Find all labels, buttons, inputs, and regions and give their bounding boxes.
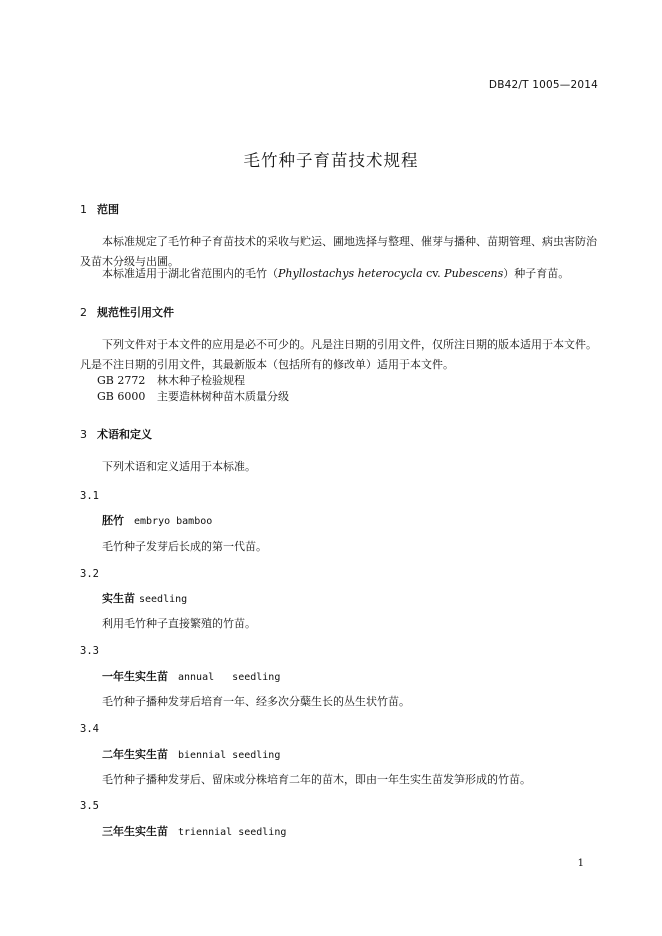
term-heading [102,667,280,688]
term-heading [102,745,280,766]
term-number: 3.3 [80,645,99,657]
term-en: seedling [139,594,188,605]
term-definition: 毛竹种子播种发芽后培育一年、经多次分蘖生长的丛生状竹苗。 [102,695,410,708]
section-3-intro: 下列术语和定义适用于本标准。 [102,460,256,473]
cultivar-abbr: cv. [422,267,445,280]
para-text: ）种子育苗。 [503,267,570,280]
term-number: 3.1 [80,490,99,502]
reference-code: GB 6000 [97,390,146,403]
section-number: 2 [80,306,87,319]
term-zh: 实生苗 [102,592,135,605]
term-zh: 胚竹 [102,514,124,527]
term-zh: 二年生实生苗 [102,748,168,761]
term-number: 3.4 [80,723,99,735]
document-title: 毛竹种子育苗技术规程 [243,151,419,170]
term-definition: 利用毛竹种子直接繁殖的竹苗。 [102,617,256,630]
section-title: 规范性引用文件 [97,306,174,319]
term-en: embryo bamboo [134,516,213,527]
page-number: 1 [577,858,584,869]
section-number: 1 [80,203,87,216]
section-number: 3 [80,428,87,441]
reference-code: GB 2772 [97,374,146,387]
reference-title: 主要造林树种苗木质量分级 [157,390,289,403]
section-2-heading [80,304,174,320]
section-1-paragraph-1: 本标准规定了毛竹种子育苗技术的采收与贮运、圃地选择与整理、催芽与播种、苗期管理、病虫害防治及苗木分级与出圃。 [80,235,597,268]
term-heading [102,589,187,610]
term-zh: 一年生实生苗 [102,670,168,683]
section-1-paragraph-2 [80,264,600,284]
term-number: 3.5 [80,800,99,812]
document-number: DB42/T 1005—2014 [488,79,598,91]
section-1-heading [80,201,119,217]
term-definition: 毛竹种子播种发芽后、留床或分株培育二年的苗木，即由一年生实生苗发笋形成的竹苗。 [102,773,531,786]
para-text: 本标准适用于湖北省范围内的毛竹（ [102,267,278,280]
reference-item [97,387,289,407]
term-en: annual seedling [178,672,281,683]
term-en: biennial seedling [178,750,281,761]
section-title: 范围 [97,203,119,216]
term-en: triennial seedling [178,827,287,838]
term-heading [102,822,286,843]
section-2-paragraph-1: 下列文件对于本文件的应用是必不可少的。凡是注日期的引用文件，仅所注日期的版本适用于本文件。凡是不注日期的引用文件，其最新版本（包括所有的修改单）适用于本文件。 [80,338,597,371]
term-definition: 毛竹种子发芽后长成的第一代苗。 [102,540,267,553]
term-number: 3.2 [80,568,99,580]
latin-name: Phyllostachys heterocycla [278,267,423,280]
reference-title: 林木种子检验规程 [157,374,245,387]
section-title: 术语和定义 [97,428,152,441]
term-zh: 三年生实生苗 [102,825,168,838]
cultivar-name: Pubescens [444,267,504,280]
term-heading [102,511,212,532]
section-3-heading [80,426,152,442]
